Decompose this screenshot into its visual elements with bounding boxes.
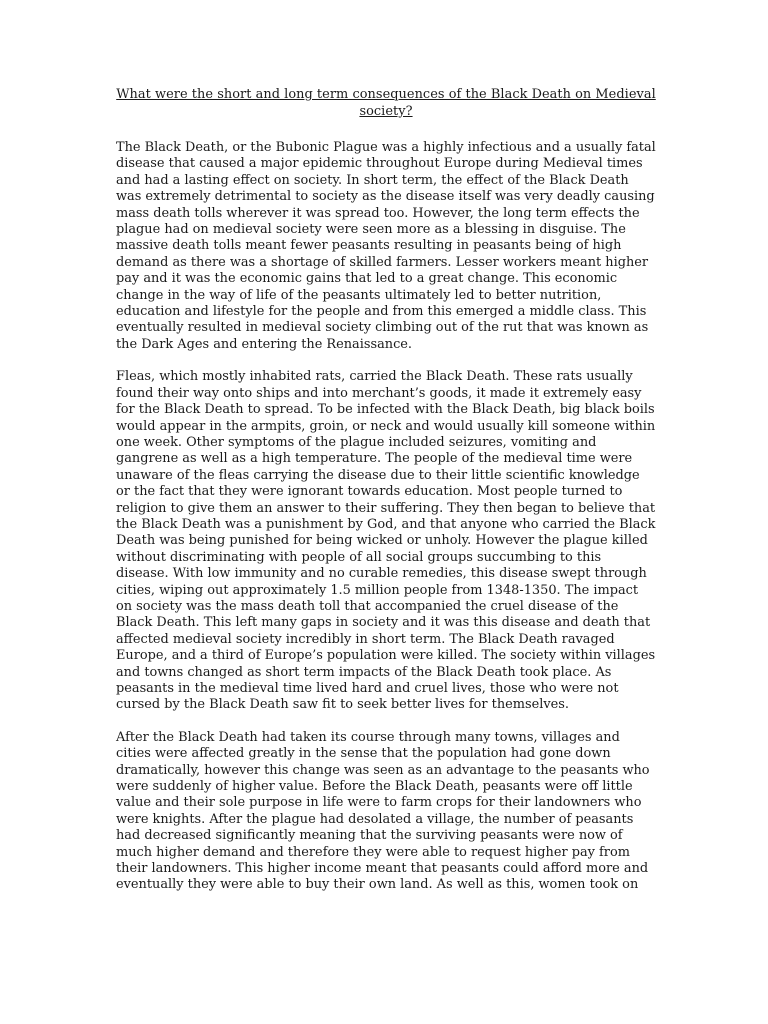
document-page: [116, 86, 656, 910]
document-title: What were the short and long term consequences of the Black Death on Medieval society?: [116, 87, 656, 119]
paragraph-3: After the Black Death had taken its course through many towns, villages and cities were affected greatly in the sense that the population had gone down dramatically, however this change was seen as an advantage to the peasants who were suddenly of higher value. Before the Black Death, peasants were off little value and their sole purpose in life were to farm crops for their landowners who were knights. After the plague had desolated a village, the number of peasants had decreased significantly meaning that the surviving peasants were now of much higher demand and therefore they were able to request higher pay from their landowners. This higher income meant that peasants could afford more and eventually they were able to buy their own land. As well as this, women took on: [116, 729, 650, 893]
paragraph-1: The Black Death, or the Bubonic Plague was a highly infectious and a usually fatal disease that caused a major epidemic throughout Europe during Medieval times and had a lasting effect on society. In short term, the effect of the Black Death was extremely detrimental to society as the disease itself was very deadly causing mass death tolls wherever it was spread too. However, the long term effects the plague had on medieval society were seen more as a blessing in disguise. The massive death tolls meant fewer peasants resulting in peasants being of high demand as there was a shortage of skilled farmers. Lesser workers meant higher pay and it was the economic gains that led to a great change. This economic change in the way of life of the peasants ultimately led to better nutrition, education and lifestyle for the people and from this emerged a middle class. This eventually resulted in medieval society climbing out of the rut that was known as the Dark Ages and entering the Renaissance.: [116, 140, 656, 352]
paragraph-2: Fleas, which mostly inhabited rats, carried the Black Death. These rats usually found their way onto ships and into merchant’s goods, it made it extremely easy for the Black Death to spread. To be infected with the Black Death, big black boils would appear in the armpits, groin, or neck and would usually kill someone within one week. Other symptoms of the plague included seizures, vomiting and gangrene as well as a high temperature. The people of the medieval time were unaware of the fleas carrying the disease due to their little scientific knowledge or the fact that they were ignorant towards education. Most people turned to religion to give them an answer to their suffering. They then began to believe that the Black Death was a punishment by God, and that anyone who carried the Black Death was being punished for being wicked or unholy. However the plague killed without discriminating with people of all social groups succumbing to this disease. With low immunity and no curable remedies, this disease swept through cities, wiping out approximately 1.5 million people from 1348-1350. The impact on society was the mass death toll that accompanied the cruel disease of the Black Death. This left many gaps in society and it was this disease and death that affected medieval society incredibly in short term. The Black Death ravaged Europe, and a third of Europe’s population were killed. The society within villages and towns changed as short term impacts of the Black Death took place. As peasants in the medieval time lived hard and cruel lives, those who were not cursed by the Black Death saw fit to seek better lives for themselves.: [116, 369, 656, 713]
